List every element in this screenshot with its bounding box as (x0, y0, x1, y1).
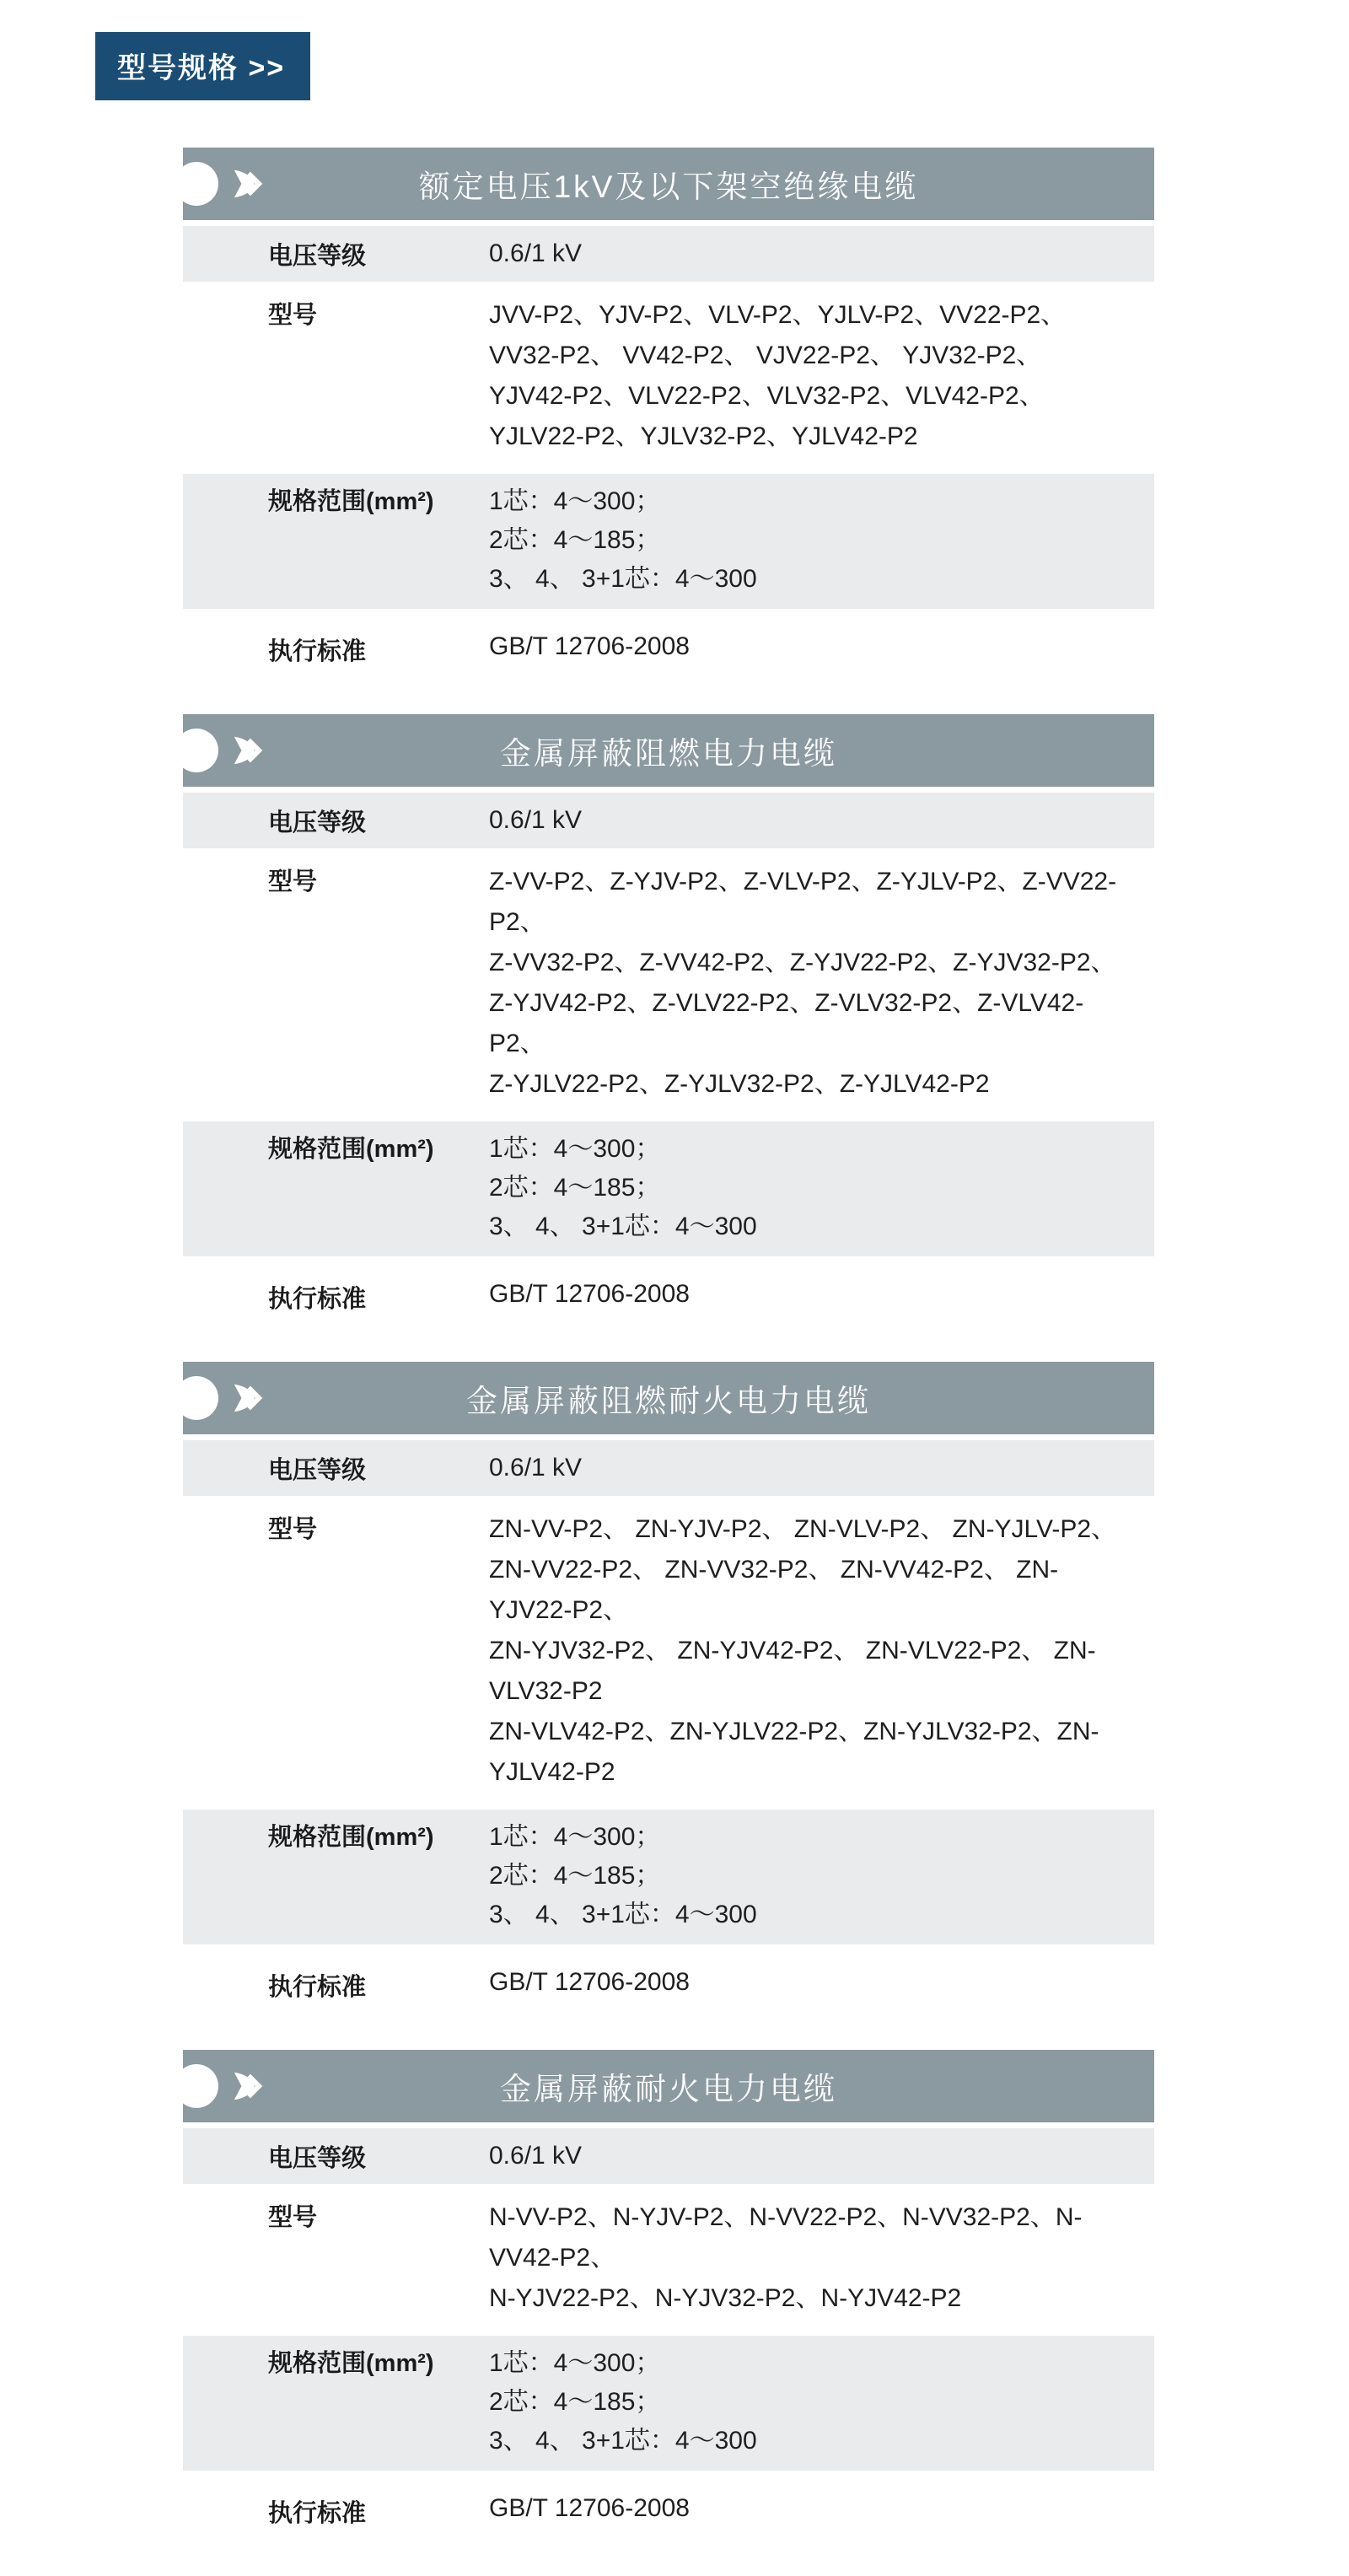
spec-line: 2芯：4～185； (489, 526, 661, 554)
voltage-value: 0.6/1 kV (489, 2142, 583, 2170)
page-title-badge: 型号规格 >> (95, 32, 310, 100)
model-line: VV32-P2、 VV42-P2、 VJV22-P2、 YJV32-P2、 (489, 341, 1042, 369)
spec-line: 1芯：4～300； (489, 1135, 661, 1163)
model-line: Z-VV-P2、Z-YJV-P2、Z-VLV-P2、Z-YJLV-P2、Z-VV22-P2、 (489, 868, 1117, 936)
model-line: JVV-P2、YJV-P2、VLV-P2、YJLV-P2、VV22-P2、 (489, 301, 1067, 329)
voltage-value: 0.6/1 kV (489, 1454, 583, 1482)
voltage-row (183, 1440, 1154, 1496)
standard-value: GB/T 12706-2008 (489, 1280, 690, 1308)
section-title: 额定电压1kV及以下架空绝缘电缆 (418, 169, 919, 204)
circle-decoration-icon (175, 1376, 218, 1420)
section-overhead-insulated-cable (183, 148, 1154, 714)
voltage-label: 电压等级 (268, 809, 367, 836)
spec-line: 3、 4、 3+1芯：4～300 (489, 565, 757, 593)
voltage-row (183, 2128, 1154, 2184)
section-header (183, 2050, 1154, 2122)
circle-decoration-icon (175, 2064, 218, 2108)
standard-label: 执行标准 (268, 638, 367, 665)
spec-line: 3、 4、 3+1芯：4～300 (489, 1901, 757, 1928)
arrow-right-icon (230, 2067, 269, 2105)
voltage-label: 电压等级 (268, 242, 367, 270)
model-label: 型号 (268, 1516, 318, 1543)
spec-range-label: 规格范围(mm²) (268, 488, 434, 515)
model-row (183, 1496, 1154, 1810)
model-line: ZN-VLV42-P2、ZN-YJLV22-P2、ZN-YJLV32-P2、ZN-YJLV42-P2 (489, 1718, 1099, 1786)
standard-label: 执行标准 (268, 1286, 367, 1313)
standard-value: GB/T 12706-2008 (489, 2494, 690, 2522)
spec-line: 2芯：4～185； (489, 2388, 661, 2416)
model-line: ZN-VV22-P2、 ZN-VV32-P2、 ZN-VV42-P2、 ZN-YJV22-P2、 (489, 1556, 1059, 1624)
model-line: N-VV-P2、N-YJV-P2、N-VV22-P2、N-VV32-P2、N-VV42-P2、 (489, 2203, 1083, 2272)
spec-range-label: 规格范围(mm²) (268, 1824, 434, 1851)
circle-decoration-icon (175, 729, 218, 772)
spec-line: 2芯：4～185； (489, 1174, 661, 1202)
spec-range-label: 规格范围(mm²) (268, 1136, 434, 1163)
spec-line: 1芯：4～300； (489, 2349, 661, 2377)
model-line: YJV42-P2、VLV22-P2、VLV32-P2、VLV42-P2、 (489, 382, 1045, 410)
spec-range-row (183, 474, 1154, 609)
model-line: ZN-VV-P2、 ZN-YJV-P2、 ZN-VLV-P2、 ZN-YJLV-P2、 (489, 1515, 1117, 1543)
model-line: Z-YJLV22-P2、Z-YJLV32-P2、Z-YJLV42-P2 (489, 1070, 990, 1098)
spec-line: 2芯：4～185； (489, 1862, 661, 1890)
model-line: Z-VV32-P2、Z-VV42-P2、Z-YJV22-P2、Z-YJV32-P2、 (489, 949, 1116, 976)
model-label: 型号 (268, 869, 318, 895)
model-list (489, 1509, 1154, 1793)
model-line: Z-YJV42-P2、Z-VLV22-P2、Z-VLV32-P2、Z-VLV42-P2、 (489, 989, 1084, 1057)
voltage-value: 0.6/1 kV (489, 239, 583, 267)
standard-row (183, 1944, 1154, 2050)
model-label: 型号 (268, 302, 318, 329)
spec-line: 1芯：4～300； (489, 1823, 661, 1851)
voltage-value: 0.6/1 kV (489, 806, 583, 834)
standard-row (183, 1256, 1154, 1362)
section-title: 金属屏蔽阻燃电力电缆 (500, 736, 837, 771)
spec-range-list (489, 1130, 1154, 1246)
section-header (183, 148, 1154, 220)
section-header (183, 714, 1154, 787)
spec-range-list (489, 482, 1154, 599)
model-list (489, 2197, 1154, 2319)
arrow-right-icon (230, 731, 269, 770)
section-flame-retardant-cable (183, 714, 1154, 1362)
voltage-label: 电压等级 (268, 1456, 367, 1484)
spec-range-row (183, 1121, 1154, 1256)
spec-line: 1芯：4～300； (489, 487, 661, 515)
spec-range-row (183, 2336, 1154, 2471)
spec-line: 3、 4、 3+1芯：4～300 (489, 1213, 757, 1240)
arrow-right-icon (230, 164, 269, 203)
spec-range-label: 规格范围(mm²) (268, 2350, 434, 2377)
model-row (183, 282, 1154, 474)
standard-value: GB/T 12706-2008 (489, 632, 690, 660)
spec-range-row (183, 1810, 1154, 1944)
model-label: 型号 (268, 2204, 318, 2231)
section-header (183, 1362, 1154, 1434)
voltage-row (183, 793, 1154, 848)
circle-decoration-icon (175, 162, 218, 206)
voltage-label: 电压等级 (268, 2144, 367, 2172)
model-list (489, 295, 1154, 457)
standard-label: 执行标准 (268, 2500, 367, 2527)
section-flame-retardant-fire-resistant-cable (183, 1362, 1154, 2050)
model-row (183, 2184, 1154, 2336)
section-fire-resistant-cable (183, 2050, 1154, 2576)
spec-table (183, 148, 1154, 2576)
model-line: ZN-YJV32-P2、 ZN-YJV42-P2、 ZN-VLV22-P2、 ZN-VLV32-P2 (489, 1637, 1096, 1705)
voltage-row (183, 226, 1154, 282)
standard-label: 执行标准 (268, 1974, 367, 2001)
standard-row (183, 609, 1154, 714)
standard-row (183, 2471, 1154, 2576)
model-line: YJLV22-P2、YJLV32-P2、YJLV42-P2 (489, 422, 918, 450)
section-title: 金属屏蔽耐火电力电缆 (500, 2072, 837, 2106)
model-line: N-YJV22-P2、N-YJV32-P2、N-YJV42-P2 (489, 2284, 962, 2312)
spec-range-list (489, 1818, 1154, 1934)
spec-range-list (489, 2344, 1154, 2460)
standard-value: GB/T 12706-2008 (489, 1968, 690, 1996)
arrow-right-icon (230, 1379, 269, 1417)
model-row (183, 848, 1154, 1121)
model-list (489, 862, 1154, 1105)
spec-line: 3、 4、 3+1芯：4～300 (489, 2427, 757, 2455)
section-title: 金属屏蔽阻燃耐火电力电缆 (466, 1384, 871, 1418)
